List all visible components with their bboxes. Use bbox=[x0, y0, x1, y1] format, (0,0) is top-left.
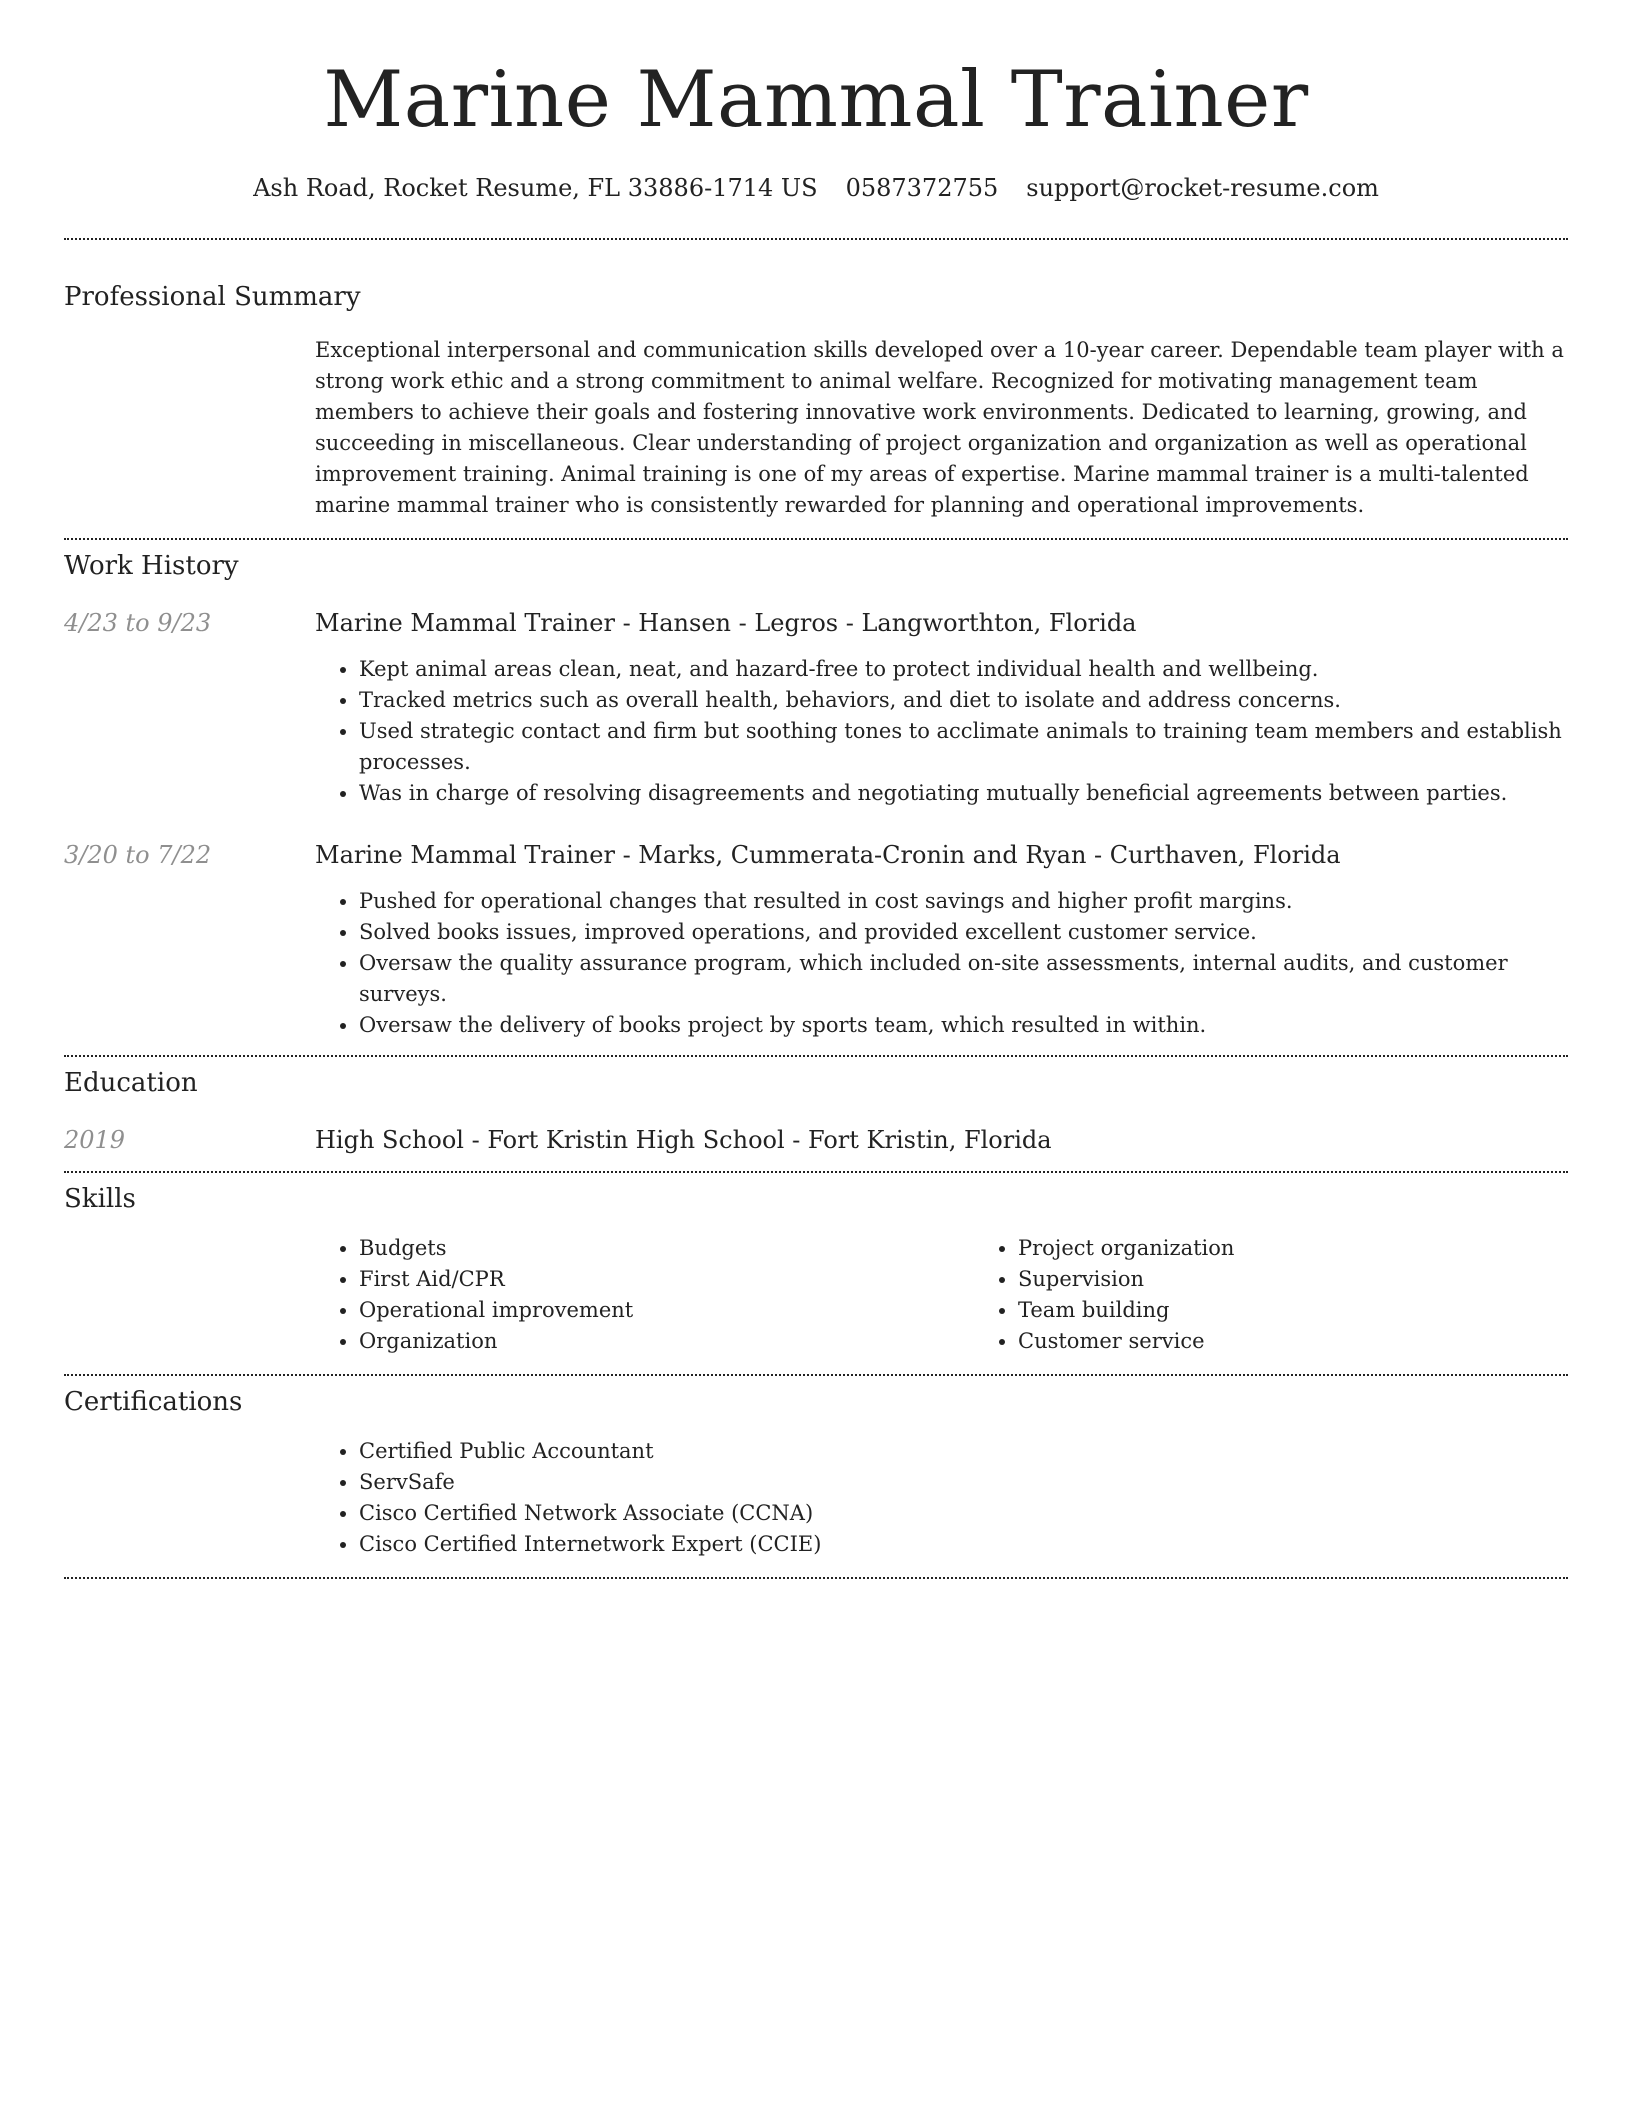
job-employer-location: - Marks, Cummerata-Cronin and Ryan - Curthaven, Florida bbox=[614, 841, 1341, 869]
certification-item: • Cisco Certified Network Associate (CCNA) bbox=[359, 1498, 1568, 1529]
skill-item: • Organization bbox=[359, 1326, 974, 1357]
job-employer-location: - Hansen - Legros - Langworthton, Florida bbox=[614, 609, 1137, 637]
education-year: 2019 bbox=[64, 1126, 126, 1154]
skill-item: • First Aid/CPR bbox=[359, 1264, 974, 1295]
certifications-section bbox=[64, 1376, 1568, 1577]
skills-section bbox=[64, 1173, 1568, 1374]
education-title: Education bbox=[64, 1068, 198, 1098]
summary-text: Exceptional interpersonal and communication skills developed over a 10-year career. Dependable team player with a strong work ethic and a strong commitment to animal welfare. Recognized for motivating management team members to achieve their goals and fostering innovative work environments. Dedicated to learning, growing, and succeeding in miscellaneous. Clear understanding of project organization and organization as well as operational improvement training. Animal training is one of my areas of expertise. Marine mammal trainer is a multi-talented marine mammal trainer who is consistently rewarded for planning and operational improvements. bbox=[315, 338, 1564, 517]
candidate-name: Marine Mammal Trainer bbox=[323, 55, 1309, 145]
education-heading bbox=[315, 1124, 1568, 1156]
job-dates: 3/20 to 7/22 bbox=[64, 841, 212, 869]
job-position: Marine Mammal Trainer bbox=[315, 609, 615, 637]
list-item: • Oversaw the quality assurance program, which included on-site assessments, internal audits, and customer surveys. bbox=[359, 948, 1568, 1010]
work-history-section bbox=[64, 540, 1568, 1055]
list-item: • Tracked metrics such as overall health, behaviors, and diet to isolate and address concerns. bbox=[359, 685, 1568, 716]
certification-item: • ServSafe bbox=[359, 1467, 1568, 1498]
contact-address: Ash Road, Rocket Resume, FL 33886-1714 US bbox=[253, 174, 818, 202]
job-position: Marine Mammal Trainer bbox=[315, 841, 615, 869]
job-heading bbox=[315, 607, 1568, 639]
job-duties bbox=[315, 886, 1568, 1041]
education-degree: High School bbox=[315, 1126, 464, 1154]
skill-item: • Team building bbox=[1018, 1295, 1568, 1326]
certification-item: • Cisco Certified Internetwork Expert (CCIE) bbox=[359, 1529, 1568, 1560]
list-item: • Used strategic contact and firm but soothing tones to acclimate animals to training team members and establish processes. bbox=[359, 716, 1568, 778]
list-item: • Kept animal areas clean, neat, and hazard-free to protect individual health and wellbeing. bbox=[359, 654, 1568, 685]
summary-section bbox=[64, 240, 1568, 538]
job-heading bbox=[315, 839, 1568, 871]
contact-email[interactable]: support@rocket-resume.com bbox=[1026, 174, 1379, 202]
skill-item: • Operational improvement bbox=[359, 1295, 974, 1326]
certification-item: • Certified Public Accountant bbox=[359, 1436, 1568, 1467]
job-entry bbox=[64, 839, 1568, 1041]
job-entry bbox=[64, 607, 1568, 809]
contact-phone: 0587372755 bbox=[845, 174, 999, 202]
certifications-title: Certifications bbox=[64, 1387, 243, 1417]
education-school-location: - Fort Kristin High School - Fort Kristin, Florida bbox=[463, 1126, 1052, 1154]
summary-title: Professional Summary bbox=[64, 282, 361, 312]
contact-line bbox=[64, 172, 1568, 204]
list-item: • Was in charge of resolving disagreements and negotiating mutually beneficial agreements between parties. bbox=[359, 778, 1568, 809]
certifications-list bbox=[315, 1436, 1568, 1560]
skill-item: • Budgets bbox=[359, 1233, 974, 1264]
list-item: • Solved books issues, improved operations, and provided excellent customer service. bbox=[359, 917, 1568, 948]
skills-list-left bbox=[315, 1233, 974, 1357]
list-item: • Oversaw the delivery of books project by sports team, which resulted in within. bbox=[359, 1010, 1568, 1041]
skill-item: • Supervision bbox=[1018, 1264, 1568, 1295]
section-divider bbox=[64, 1577, 1568, 1579]
skill-item: • Project organization bbox=[1018, 1233, 1568, 1264]
list-item: • Pushed for operational changes that resulted in cost savings and higher profit margins. bbox=[359, 886, 1568, 917]
resume-header bbox=[64, 0, 1568, 204]
job-dates: 4/23 to 9/23 bbox=[64, 609, 212, 637]
skill-item: • Customer service bbox=[1018, 1326, 1568, 1357]
work-history-title: Work History bbox=[64, 551, 239, 581]
education-entry bbox=[64, 1124, 1568, 1156]
skills-title: Skills bbox=[64, 1184, 136, 1214]
education-section bbox=[64, 1057, 1568, 1171]
skills-list-right bbox=[974, 1233, 1568, 1357]
job-duties bbox=[315, 654, 1568, 809]
